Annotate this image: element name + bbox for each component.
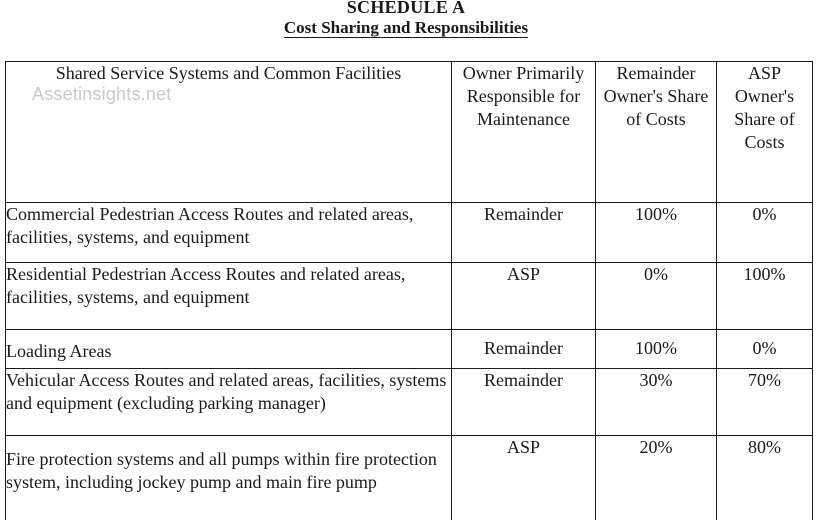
header-owner-responsible: Owner Primarily Responsible for Maintenance: [452, 62, 596, 203]
cell-asp-share: 100%: [717, 263, 813, 330]
cell-remainder-share: 100%: [596, 203, 717, 263]
cell-remainder-share: 0%: [596, 263, 717, 330]
table-row: [6, 203, 813, 263]
cell-owner: Remainder: [452, 369, 596, 436]
table-row: [6, 369, 813, 436]
header-remainder-share: Remainder Owner's Share of Costs: [596, 62, 717, 203]
cell-system: Loading Areas: [6, 330, 452, 369]
cell-asp-share: 70%: [717, 369, 813, 436]
cell-owner: ASP: [452, 436, 596, 520]
cell-asp-share: 0%: [717, 330, 813, 369]
cell-remainder-share: 20%: [596, 436, 717, 520]
cell-system: Fire protection systems and all pumps within fire protection system, including jockey pump and main fire pump: [6, 436, 452, 520]
cell-system: Commercial Pedestrian Access Routes and related areas, facilities, systems, and equipment: [6, 203, 452, 263]
cell-asp-share: 0%: [717, 203, 813, 263]
table-row: [6, 436, 813, 520]
schedule-subtitle-text: Cost Sharing and Responsibilities: [283, 18, 529, 37]
cell-remainder-share: 100%: [596, 330, 717, 369]
schedule-subtitle: [0, 18, 812, 38]
header-shared-systems: Shared Service Systems and Common Facilities: [6, 62, 452, 203]
cell-remainder-share: 30%: [596, 369, 717, 436]
schedule-title: SCHEDULE A: [346, 0, 466, 17]
table-header-row: [6, 62, 813, 203]
cell-asp-share: 80%: [717, 436, 813, 520]
watermark: Assetinsights.net: [32, 84, 172, 104]
cost-sharing-table: [5, 61, 813, 520]
cell-owner: ASP: [452, 263, 596, 330]
cell-owner: Remainder: [452, 330, 596, 369]
header-asp-share: ASP Owner's Share of Costs: [717, 62, 813, 203]
cell-system: Residential Pedestrian Access Routes and related areas, facilities, systems, and equipment: [6, 263, 452, 330]
cell-system: Vehicular Access Routes and related areas, facilities, systems and equipment (excluding parking manager): [6, 369, 452, 436]
table-row: [6, 263, 813, 330]
table-row: [6, 330, 813, 369]
cell-owner: Remainder: [452, 203, 596, 263]
